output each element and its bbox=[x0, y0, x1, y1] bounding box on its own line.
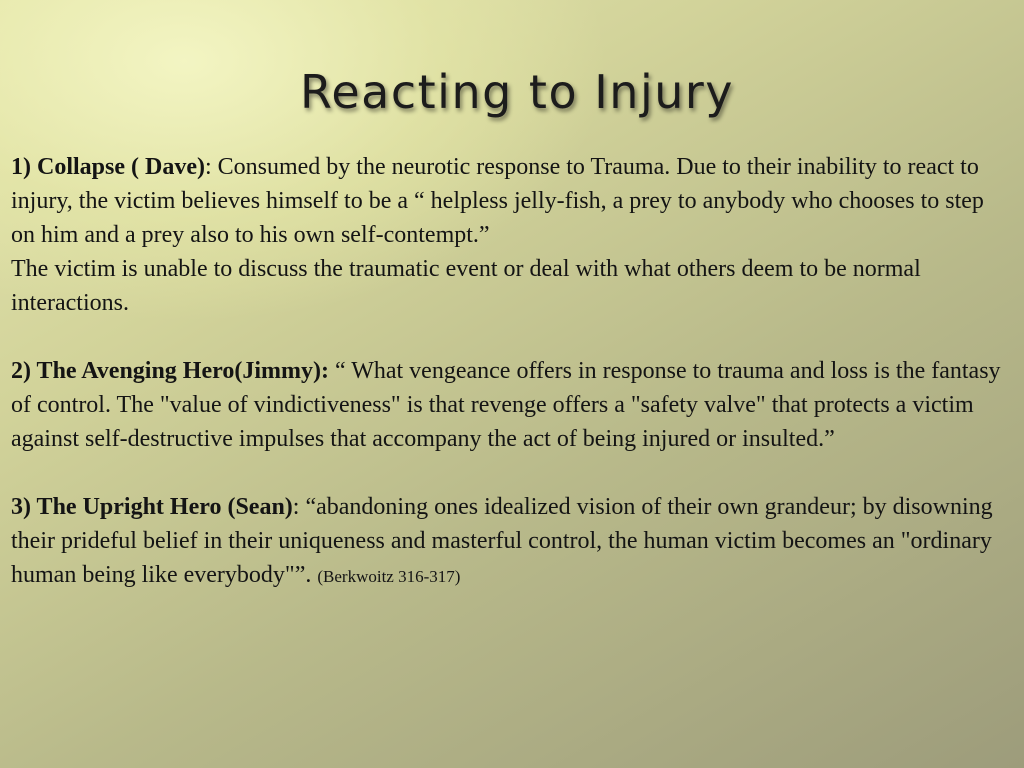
point-text: “abandoning ones idealized vision of their own grandeur; by disowning their prideful belief in their uniqueness and masterful control, the human victim becomes an "ordinary human being like everybody"”. bbox=[11, 494, 993, 588]
point-label: 2) The Avenging Hero(Jimmy): bbox=[11, 358, 329, 384]
point-colon: : bbox=[292, 494, 300, 520]
spacer bbox=[11, 320, 1013, 354]
citation: (Berkwoitz 316-317) bbox=[317, 567, 461, 586]
slide-body bbox=[11, 150, 1013, 594]
point-text: Consumed by the neurotic response to Trauma. Due to their inability to react to injury, the victim believes himself to be a “ helpless jelly-fish, a prey to anybody who chooses to step on him and a prey also to his own self-contempt.” bbox=[11, 154, 984, 248]
point-upright-hero bbox=[11, 490, 1013, 594]
point-colon: : bbox=[204, 154, 212, 180]
point-label: 1) Collapse ( Dave) bbox=[11, 154, 205, 180]
point-label: 3) The Upright Hero (Sean) bbox=[11, 494, 293, 520]
slide-title: Reacting to Injury bbox=[299, 65, 735, 119]
point-avenging-hero bbox=[11, 354, 1013, 456]
spacer bbox=[11, 456, 1013, 490]
point-collapse-extra: The victim is unable to discuss the traumatic event or deal with what others deem to be normal interactions. bbox=[11, 256, 921, 316]
point-text: “ What vengeance offers in response to trauma and loss is the fantasy of control. The "value of vindictiveness" is that revenge offers a "safety valve" that protects a victim against self-destructive impulses that accompany the act of being injured or insulted.” bbox=[11, 358, 1001, 452]
point-collapse bbox=[11, 150, 1013, 252]
